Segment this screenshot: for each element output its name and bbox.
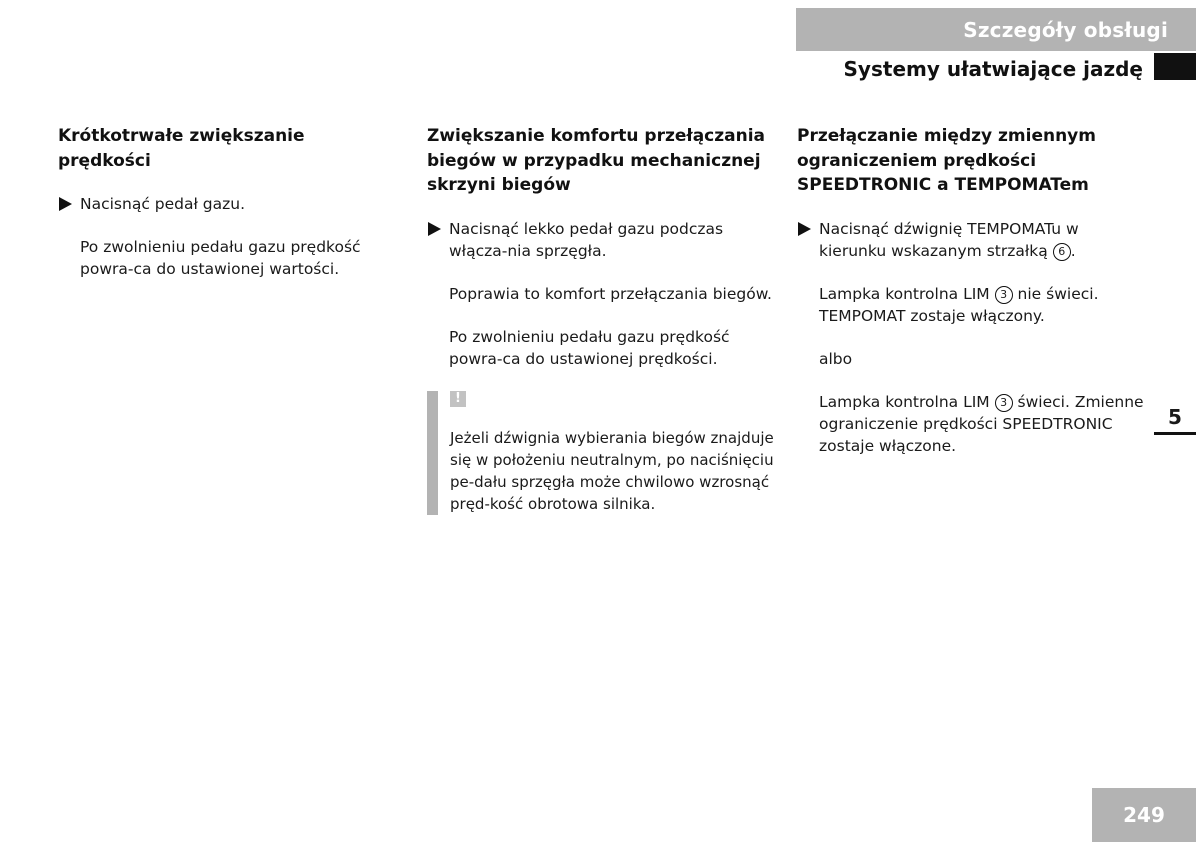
col1-heading: Krótkotrwałe zwiększanie prędkości	[58, 126, 305, 171]
col1-step-1-text: Nacisnąć pedał gazu.	[80, 195, 246, 213]
col2-step-1	[427, 218, 775, 262]
section-title: Szczegóły obsługi	[963, 17, 1168, 42]
col3-para-1-c: TEMPOMAT zostaje włączony.	[819, 306, 1045, 325]
col2-para-2: Po zwolnieniu pedału gazu prędkość powra-ca do ustawionej prędkości.	[449, 327, 730, 368]
col2-step-1-text: Nacisnąć lekko pedał gazu podczas włącza-nia sprzęgła.	[449, 219, 724, 260]
chapter-number-tab: 5	[1154, 401, 1196, 435]
col3-heading: Przełączanie między zmiennym ograniczeniem prędkości SPEEDTRONIC a TEMPOMATem	[797, 126, 1096, 195]
col3-para-1-b: nie świeci.	[1017, 284, 1099, 303]
warning-icon: !	[450, 391, 466, 407]
col3-step-1	[797, 218, 1147, 262]
col3-para-2: albo	[819, 349, 853, 368]
col3-para-3-a: Lampka kontrolna LIM	[819, 392, 990, 411]
notice-bar	[427, 391, 438, 515]
col3-para-3-b: świeci. Zmienne ograniczenie prędkości SPEEDTRONIC zostaje włączone.	[819, 392, 1144, 455]
col3-para-3	[797, 391, 1147, 457]
col3-para-1-a: Lampka kontrolna LIM	[819, 284, 990, 303]
column-3	[797, 124, 1147, 478]
col2-heading: Zwiększanie komfortu przełączania biegów w przypadku mechanicznej skrzyni biegów	[427, 126, 766, 195]
reference-number-icon: 6	[1053, 243, 1071, 261]
col1-step-1	[58, 193, 403, 215]
section-header-bar	[796, 8, 1196, 51]
step-triangle-icon	[428, 222, 441, 236]
col1-para-1: Po zwolnieniu pedału gazu prędkość powra-ca do ustawionej wartości.	[80, 238, 361, 278]
step-triangle-icon	[59, 197, 72, 211]
col3-step-1-text: Nacisnąć dźwignię TEMPOMATu w kierunku wskazanym strzałką	[819, 219, 1079, 260]
chapter-marker	[1154, 53, 1196, 80]
step-triangle-icon	[798, 222, 811, 236]
reference-number-icon: 3	[995, 286, 1013, 304]
column-1	[58, 124, 403, 301]
col2-para-1: Poprawia to komfort przełączania biegów.	[449, 284, 772, 303]
notice-box	[427, 391, 775, 515]
col3-step-1-end: .	[1070, 241, 1076, 260]
chapter-title: Systemy ułatwiające jazdę	[843, 57, 1143, 81]
page-number: 249	[1092, 788, 1196, 842]
notice-text: Jeżeli dźwignia wybierania biegów znajduje się w położeniu neutralnym, po naciśnięciu pe-dału sprzęgła może chwilowo wzrosnąć pręd-kość obrotowa silnika.	[450, 428, 774, 513]
col3-para-1	[797, 283, 1147, 327]
column-2	[427, 124, 775, 515]
reference-number-icon: 3	[995, 394, 1013, 412]
